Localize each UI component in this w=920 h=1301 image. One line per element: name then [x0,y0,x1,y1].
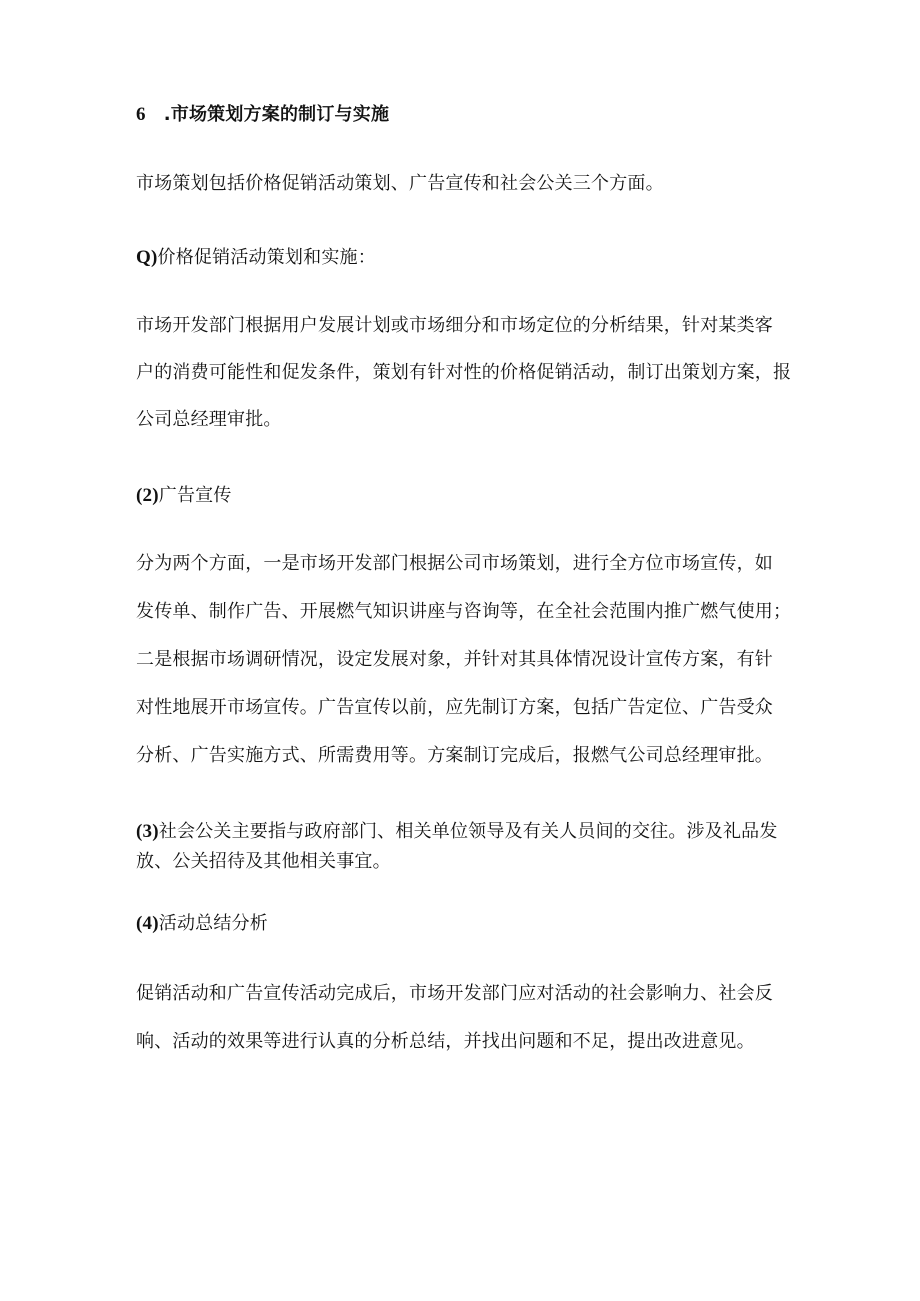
item1-heading-text: 价格促销活动策划和实施： [157,247,376,268]
item2-line-2: 发传单、制作广告、开展燃气知识讲座与咨询等，在全社会范围内推广燃气使用； [136,601,792,622]
item2-line-1: 分为两个方面，一是市场开发部门根据公司市场策划，进行全方位市场宣传，如 [136,553,773,574]
section-number: 6 [136,104,146,125]
item3-line-1 [136,820,778,844]
item1-line-1: 市场开发部门根据用户发展计划或市场细分和市场定位的分析结果，针对某类客 [136,315,773,336]
item2-heading-text: 广告宣传 [158,485,232,506]
item2-line-5: 分析、广告实施方式、所需费用等。方案制订完成后，报燃气公司总经理审批。 [136,745,773,766]
item4-marker: (4) [136,913,159,934]
intro-paragraph: 市场策划包括价格促销活动策划、广告宣传和社会公关三个方面。 [136,173,664,194]
item2-line-3: 二是根据市场调研情况，设定发展对象，并针对其具体情况设计宣传方案，有针 [136,649,773,670]
item1-line-2: 户的消费可能性和促发条件，策划有针对性的价格促销活动，制订出策划方案，报 [136,362,792,383]
item3-text-1: 社会公关主要指与政府部门、相关单位领导及有关人员间的交往。涉及礼品发 [158,821,778,842]
item4-heading [136,912,268,936]
item4-heading-text: 活动总结分析 [158,913,268,934]
section-title: .市场策划方案的制订与实施 [163,104,390,125]
item4-line-2: 响、活动的效果等进行认真的分析总结，并找出问题和不足，提出改进意见。 [136,1031,755,1052]
item2-line-4: 对性地展开市场宣传。广告宣传以前，应先制订方案，包括广告定位、广告受众 [136,697,773,718]
item1-line-3: 公司总经理审批。 [136,409,282,430]
item3-marker: (3) [136,821,159,842]
section-heading [136,103,389,127]
item2-heading [136,484,232,508]
item3-line-2: 放、公关招待及其他相关事宜。 [136,851,391,872]
item1-heading [136,246,376,270]
item4-line-1: 促销活动和广告宣传活动完成后，市场开发部门应对活动的社会影响力、社会反 [136,983,773,1004]
item2-marker: (2) [136,485,159,506]
item1-marker: Q) [136,247,158,268]
